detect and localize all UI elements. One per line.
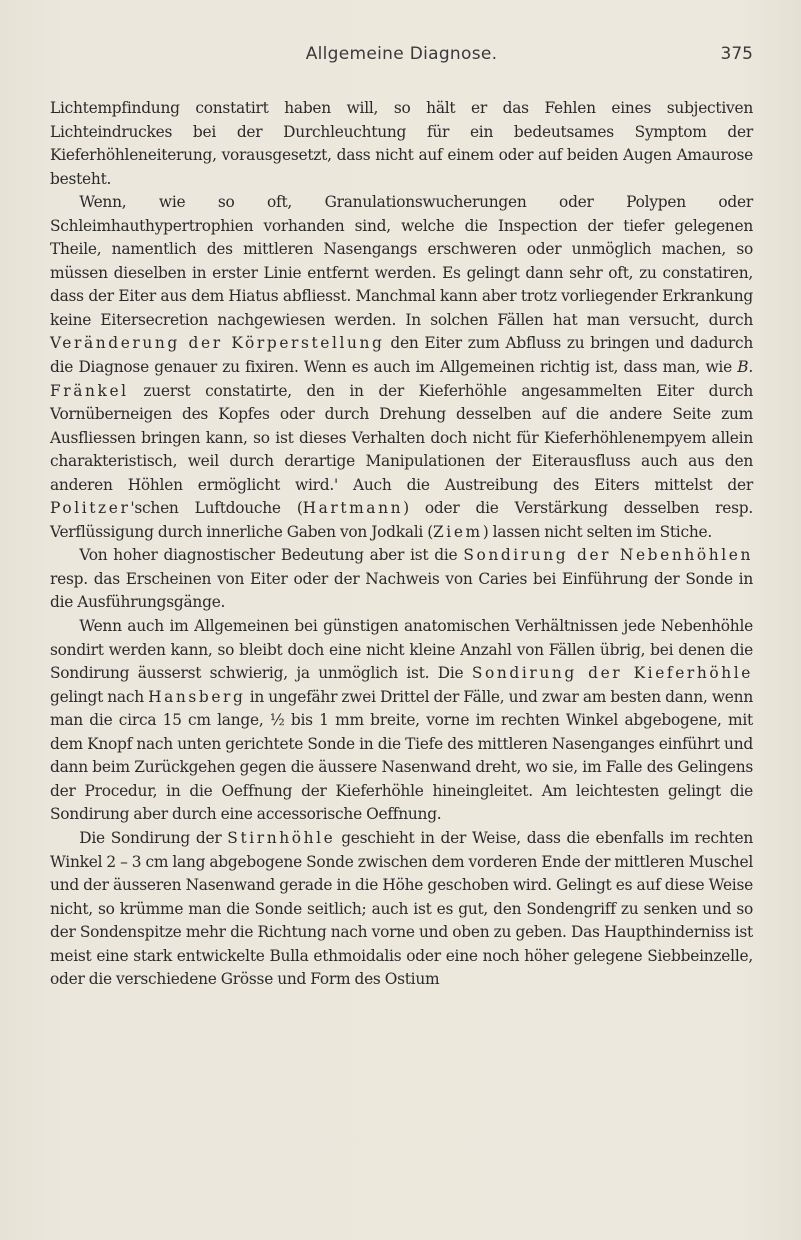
text-segment: geschieht in der Weise, dass die ebenfalls im rechten Winkel 2 – 3 cm lang abgebogene Sonde zwischen dem vorderen Ende der mittleren Muschel und der äusseren Nasenwand gerade in die Höhe geschoben wird. Gelingt es auf diese Weise nicht, so krümme man die Sonde seitlich; auch ist es gut, den Sondengriff zu senken und so der Sondenspitze mehr die Richtung nach vorne und oben zu geben. Das Haupthinderniss ist meist eine stark entwickelte Bulla ethmoidalis oder eine noch höher gelegene Siebbeinzelle, oder die verschiedene Grösse und Form des Ostium: [50, 828, 753, 989]
spaced-emphasis: Veränderung der Körperstellung: [50, 334, 385, 353]
text-segment: Von hoher diagnostischer Bedeutung aber ist die: [79, 546, 464, 565]
text-segment: Wenn auch im Allgemeinen bei günstigen anatomischen Verhältnissen jede Nebenhöhle sondirt werden kann, so bleibt doch eine nicht kleine Anzahl von Fällen übrig, bei denen die Sondirung äusserst schwierig, ja unmöglich ist. Die: [50, 617, 753, 683]
spaced-emphasis: Hartmann: [302, 499, 404, 518]
spaced-emphasis: Stirnhöhle: [227, 828, 336, 847]
running-head: [50, 44, 753, 66]
italic-initial: B.: [737, 358, 753, 377]
text-segment: den Eiter zum Abfluss zu bringen und dadurch die Diagnose genauer zu fixiren. Wenn es auch im Allgemeinen richtig ist, dass man, wie: [50, 334, 753, 377]
body-text: [50, 97, 753, 992]
paragraph: [50, 97, 753, 191]
paragraph: [50, 615, 753, 827]
paragraph: [50, 191, 753, 544]
spaced-emphasis: Ziem: [433, 522, 483, 541]
text-segment: in ungefähr zwei Drittel der Fälle, und zwar am besten dann, wenn man die circa 15 cm lange, ½ bis 1 mm breite, vorne im rechten Winkel abgebogene, mit dem Knopf nach unten gerichtete Sonde in die Tiefe des mittleren Nasenganges einführt und dann beim Zurückgehen gegen die äussere Nasenwand dreht, wo sie, im Falle des Gelingens der Procedur, in die Oeffnung der Kieferhöhle hineingleitet. Am leichtesten gelingt die Sondirung aber durch eine accessorische Oeffnung.: [50, 687, 753, 824]
spaced-emphasis: Politzer: [50, 499, 131, 518]
page-number: 375: [720, 44, 753, 64]
spaced-emphasis: Fränkel: [50, 381, 129, 400]
spaced-emphasis: Sondirung der Nebenhöhlen: [463, 546, 753, 565]
text-segment: Wenn, wie so oft, Granulationswucherungen oder Polypen oder Schleimhauthypertrophien vorhanden sind, welche die Inspection der tiefer gelegenen Theile, namentlich des mittleren Nasengangs erschweren oder unmöglich machen, so müssen dieselben in erster Linie entfernt werden. Es gelingt dann sehr oft, zu constatiren, dass der Eiter aus dem Hiatus abfliesst. Manchmal kann aber trotz vorliegender Erkrankung keine Eitersecretion nachgewiesen werden. In solchen Fällen hat man versucht, durch: [50, 193, 753, 329]
text-segment: gelingt nach: [50, 687, 149, 706]
running-title: Allgemeine Diagnose.: [305, 44, 498, 64]
text-segment: Die Sondirung der: [79, 828, 228, 847]
text-segment: Lichtempfindung constatirt haben will, so hält er das Fehlen eines subjectiven Lichteindruckes bei der Durchleuchtung für ein bedeutsames Symptom der Kieferhöhleneiterung, vorausgesetzt, dass nicht auf einem oder auf beiden Augen Amaurose besteht.: [50, 99, 753, 188]
text-segment: zuerst constatirte, den in der Kieferhöhle angesammelten Eiter durch Vornüberneigen des Kopfes oder durch Drehung desselben auf die andere Seite zum Ausfliessen bringen kann, so ist dieses Verhalten doch nicht für Kieferhöhlenempyem allein charakteristisch, weil durch derartige Manipulationen der Eiterausfluss auch aus den anderen Höhlen ermöglicht wird.' Auch die Austreibung des Eiters mittelst der: [50, 381, 753, 494]
text-segment: ) lassen nicht selten im Stiche.: [482, 522, 712, 541]
text-segment: 'schen Luftdouche (: [130, 499, 303, 518]
spaced-emphasis: Sondirung der Kieferhöhle: [471, 664, 753, 683]
paragraph: [50, 544, 753, 615]
text-segment: resp. das Erscheinen von Eiter oder der Nachweis von Caries bei Einführung der Sonde in die Ausführungsgänge.: [50, 569, 753, 612]
text-segment: ) oder die Verstärkung desselben resp. Verflüssigung durch innerliche Gaben von Jodkali (: [50, 499, 754, 541]
paragraph: [50, 827, 753, 992]
spaced-emphasis: Hansberg: [148, 687, 246, 706]
